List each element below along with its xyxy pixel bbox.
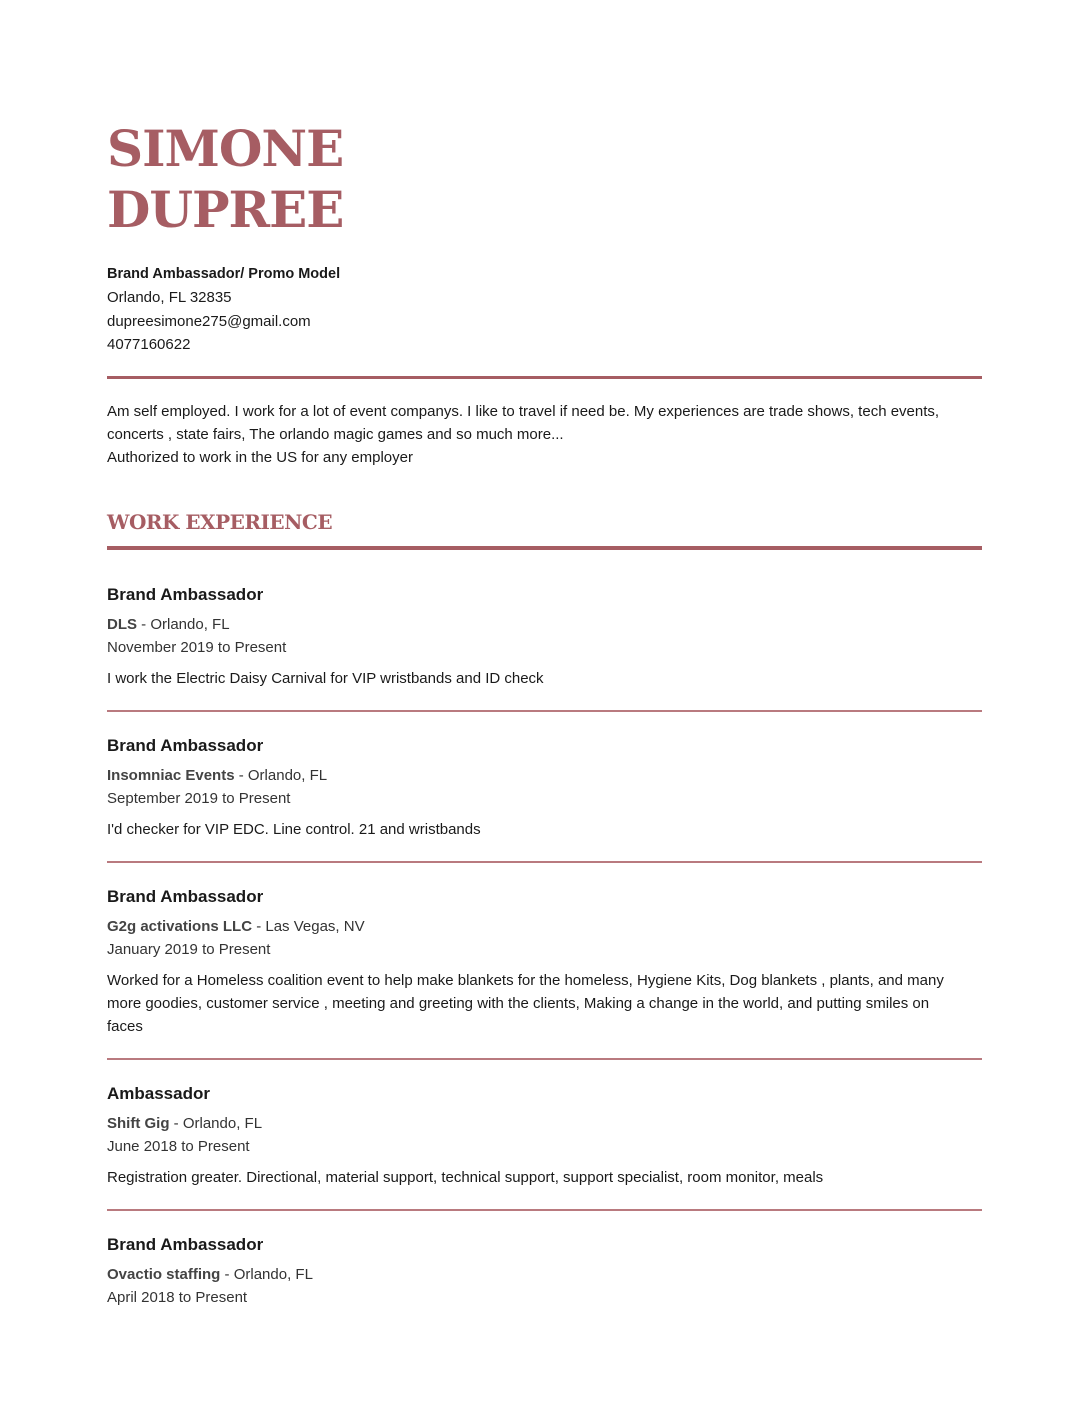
job-company: Shift Gig: [107, 1115, 170, 1132]
job-description: Worked for a Homeless coalition event to help make blankets for the homeless, Hygiene Kits, Dog blankets , plants, and many more goodies, customer service , meeting and greeting with the clients, Making a change in the world, and putting smiles on faces: [107, 972, 944, 1035]
section-title-work-experience: WORK EXPERIENCE: [107, 510, 333, 534]
job-description: I'd checker for VIP EDC. Line control. 21 and wristbands: [107, 821, 481, 838]
job-entry: [107, 735, 967, 841]
job-divider: [107, 710, 982, 712]
job-employer: Ovactio staffing - Orlando, FL: [107, 1266, 313, 1283]
section-divider: [107, 546, 982, 550]
job-location: Orlando, FL: [247, 767, 328, 784]
job-company: Insomniac Events: [107, 767, 235, 784]
job-dates: November 2019 to Present: [107, 639, 287, 656]
job-location: Orlando, FL: [233, 1266, 313, 1283]
summary: [107, 400, 967, 469]
name-last: DUPREE: [107, 180, 344, 239]
job-entry: [107, 1234, 967, 1309]
job-company: DLS: [107, 616, 137, 633]
work-authorization: Authorized to work in the US for any employer: [107, 449, 413, 466]
job-dates: June 2018 to Present: [107, 1138, 250, 1155]
job-location: Orlando, FL: [182, 1115, 263, 1132]
job-divider: [107, 1058, 982, 1060]
job-company: Ovactio staffing: [107, 1266, 221, 1283]
job-title: Brand Ambassador: [107, 887, 264, 906]
job-title: Brand Ambassador: [107, 585, 264, 604]
summary-text: Am self employed. I work for a lot of event companys. I like to travel if need be. My experiences are trade shows, tech events, concerts , state fairs, The orlando magic games and so much more...: [107, 403, 940, 443]
contact-block: [107, 263, 340, 356]
job-description: Registration greater. Directional, material support, technical support, support specialist, room monitor, meals: [107, 1169, 824, 1186]
job-dates: April 2018 to Present: [107, 1289, 248, 1306]
job-employer: DLS - Orlando, FL: [107, 616, 230, 633]
phone: 4077160622: [107, 335, 191, 353]
name-first: SIMONE: [107, 119, 344, 178]
job-divider: [107, 1209, 982, 1211]
job-title: Ambassador: [107, 1084, 210, 1103]
job-dates: January 2019 to Present: [107, 941, 271, 958]
job-entry: [107, 886, 967, 1038]
job-company: G2g activations LLC: [107, 918, 253, 935]
job-entry: [107, 1083, 967, 1189]
job-entry: [107, 584, 967, 690]
headline: Brand Ambassador/ Promo Model: [107, 266, 341, 282]
job-divider: [107, 861, 982, 863]
job-title: Brand Ambassador: [107, 1235, 264, 1254]
job-employer: Insomniac Events - Orlando, FL: [107, 767, 328, 784]
job-location: Orlando, FL: [150, 616, 230, 633]
job-employer: G2g activations LLC - Las Vegas, NV: [107, 918, 365, 935]
candidate-name: [107, 118, 343, 240]
job-location: Las Vegas, NV: [265, 918, 365, 935]
job-title: Brand Ambassador: [107, 736, 264, 755]
email: dupreesimone275@gmail.com: [107, 312, 311, 330]
job-employer: Shift Gig - Orlando, FL: [107, 1115, 263, 1132]
location: Orlando, FL 32835: [107, 289, 232, 307]
divider: [107, 376, 982, 379]
job-description: I work the Electric Daisy Carnival for VIP wristbands and ID check: [107, 670, 544, 687]
job-dates: September 2019 to Present: [107, 790, 291, 807]
